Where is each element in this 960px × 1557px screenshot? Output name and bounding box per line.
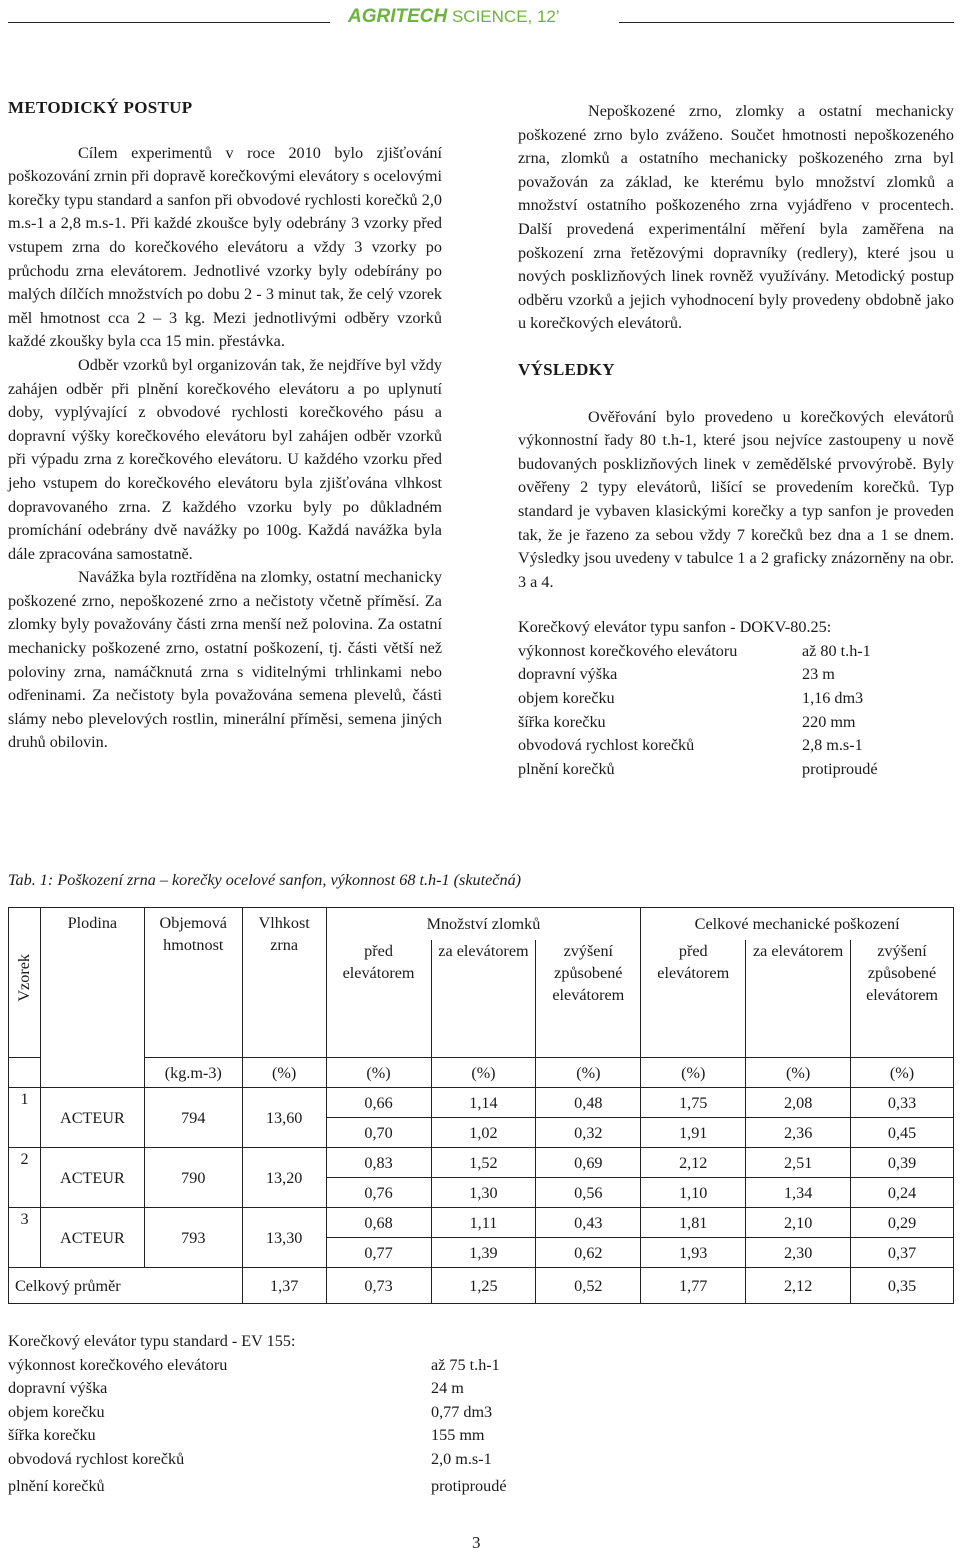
spec-key: výkonnost korečkového elevátoru <box>8 1355 228 1374</box>
spec-key: obvodová rychlost korečků <box>518 736 695 755</box>
value-cell: 0,83 <box>326 1148 431 1178</box>
value-cell: 1,30 <box>431 1178 536 1208</box>
header-vzorek: Vzorek <box>9 908 41 1058</box>
value-cell: 0,76 <box>326 1178 431 1208</box>
spec-row <box>8 1401 608 1425</box>
spec-row <box>518 687 954 711</box>
value-cell: 0,62 <box>536 1238 641 1268</box>
journal-issue: SCIENCE, 12’ <box>447 7 560 26</box>
subheader-zvyseni: zvýšení způsobené elevátorem <box>536 940 641 1058</box>
value-cell: 0,33 <box>851 1088 954 1118</box>
density-cell: 794 <box>144 1088 242 1148</box>
value-cell: 1,14 <box>431 1088 536 1118</box>
total-value: 1,77 <box>641 1268 746 1304</box>
spec-value: protiproudé <box>431 1476 507 1495</box>
value-cell: 2,08 <box>746 1088 851 1118</box>
spec-key: výkonnost korečkového elevátoru <box>518 641 738 660</box>
header-vlhkost: Vlhkost zrna <box>242 908 326 1058</box>
total-value: 1,37 <box>242 1268 326 1304</box>
value-cell: 0,48 <box>536 1088 641 1118</box>
sample-number: 1 <box>9 1088 41 1148</box>
value-cell: 0,24 <box>851 1178 954 1208</box>
units-cell: (%) <box>242 1058 326 1088</box>
spec-value: 220 mm <box>802 712 856 731</box>
sample-number: 2 <box>9 1148 41 1208</box>
units-cell: (kg.m-3) <box>144 1058 242 1088</box>
value-cell: 1,91 <box>641 1118 746 1148</box>
subheader-pred: před elevátorem <box>326 940 431 1058</box>
value-cell: 0,29 <box>851 1208 954 1238</box>
paragraph: Cílem experimentů v roce 2010 bylo zjišťování poškozování zrnin při dopravě korečkovými elevátory s ocelovými korečky typu standard a sanfon při obvodové rychlosti korečků 2,0 m.s-1 a 2,8 m.s-1. Při každé zkoušce byly odebrány 3 vzorky před vstupem zrna do korečkového elevátoru a vždy 3 vzorky po průchodu zrna elevátorem. Jednotlivé vzorky byly odebírány po malých dílčích množstvích po dobu 2 - 3 minut tak, že celý vzorek měl hmotnost cca 2 – 3 kg. Mezi jednotlivými odběry vzorků každé zkoušky byla cca 15 min. přestávka. <box>8 143 442 351</box>
subheader-za: za elevátorem <box>746 940 851 1058</box>
value-cell: 1,10 <box>641 1178 746 1208</box>
crop-cell: ACTEUR <box>40 1208 144 1268</box>
moisture-cell: 13,30 <box>242 1208 326 1268</box>
units-cell <box>40 1058 144 1088</box>
value-cell: 2,36 <box>746 1118 851 1148</box>
value-cell: 1,39 <box>431 1238 536 1268</box>
value-cell: 1,75 <box>641 1088 746 1118</box>
value-cell: 2,51 <box>746 1148 851 1178</box>
spec-key: dopravní výška <box>518 665 618 684</box>
total-value: 0,52 <box>536 1268 641 1304</box>
table-row <box>9 1208 954 1238</box>
spec-value: 2,0 m.s-1 <box>431 1449 492 1468</box>
spec-list-standard <box>8 1330 608 1498</box>
total-row <box>9 1268 954 1304</box>
value-cell: 1,81 <box>641 1208 746 1238</box>
header-rule-left <box>8 22 330 23</box>
left-column <box>8 96 442 755</box>
header-rule-right <box>619 22 954 23</box>
spec-row <box>8 1448 608 1472</box>
paragraph: Nepoškozené zrno, zlomky a ostatní mechanicky poškozené zrno bylo zváženo. Součet hmotnosti nepoškozeného zrna, zlomků a ostatního mechanicky poškozeného zrna byl považován za základ, ke kterému bylo množství zlomků a množství ostatního poškozeného zrna vyjádřeno v procentech. Další provedená experimentální měření byla zaměřena na poškození zrna řetězovými dopravníky (redlery), které jsou u nových posklizňových linek rovněž využívány. Metodický postup odběru vzorků a jejich vyhodnocení byly provedeny obdobně jako u korečkových elevátorů. <box>518 102 954 333</box>
density-cell: 793 <box>144 1208 242 1268</box>
value-cell: 1,93 <box>641 1238 746 1268</box>
header-plodina: Plodina <box>40 908 144 1058</box>
value-cell: 0,66 <box>326 1088 431 1118</box>
value-cell: 1,02 <box>431 1118 536 1148</box>
value-cell: 1,52 <box>431 1148 536 1178</box>
units-cell: (%) <box>641 1058 746 1088</box>
spec-row <box>518 711 954 735</box>
spec-key: objem korečku <box>8 1402 105 1421</box>
spec-list-sanfon <box>518 640 954 782</box>
total-value: 1,25 <box>431 1268 536 1304</box>
value-cell: 2,12 <box>641 1148 746 1178</box>
value-cell: 0,77 <box>326 1238 431 1268</box>
spec-value: 2,8 m.s-1 <box>802 736 863 755</box>
total-value: 0,35 <box>851 1268 954 1304</box>
units-cell: (%) <box>431 1058 536 1088</box>
units-cell <box>9 1058 41 1088</box>
journal-title <box>348 6 560 28</box>
value-cell: 2,30 <box>746 1238 851 1268</box>
value-cell: 0,37 <box>851 1238 954 1268</box>
spec-row <box>518 663 954 687</box>
value-cell: 1,11 <box>431 1208 536 1238</box>
units-cell: (%) <box>746 1058 851 1088</box>
moisture-cell: 13,60 <box>242 1088 326 1148</box>
spec-value: 155 mm <box>431 1426 485 1445</box>
spec-key: šířka korečku <box>8 1426 96 1445</box>
right-column <box>518 100 954 781</box>
spec-title-sanfon: Korečkový elevátor typu sanfon - DOKV-80.25: <box>518 618 832 637</box>
spec-row <box>8 1354 608 1378</box>
subheader-pred: před elevátorem <box>641 940 746 1058</box>
value-cell: 2,10 <box>746 1208 851 1238</box>
spec-row <box>518 758 954 782</box>
table-row <box>9 1148 954 1178</box>
density-cell: 790 <box>144 1148 242 1208</box>
table-header-row <box>9 908 954 940</box>
total-value: 2,12 <box>746 1268 851 1304</box>
header-zlomky: Množství zlomků <box>326 908 641 940</box>
sample-number: 3 <box>9 1208 41 1268</box>
header-celkove: Celkové mechanické poškození <box>641 908 954 940</box>
damage-table <box>8 907 954 1304</box>
spec-value: 23 m <box>802 665 835 684</box>
value-cell: 0,45 <box>851 1118 954 1148</box>
units-row <box>9 1058 954 1088</box>
spec-title-standard: Korečkový elevátor typu standard - EV 155: <box>8 1332 296 1350</box>
units-cell: (%) <box>536 1058 641 1088</box>
spec-value: 1,16 dm3 <box>802 689 864 708</box>
spec-value: až 80 t.h-1 <box>802 641 871 660</box>
section-heading-results: VÝSLEDKY <box>518 359 615 379</box>
value-cell: 1,34 <box>746 1178 851 1208</box>
table-caption: Tab. 1: Poškození zrna – korečky ocelové sanfon, výkonnost 68 t.h-1 (skutečná) <box>8 871 522 889</box>
units-cell: (%) <box>851 1058 954 1088</box>
journal-brand: AGRITECH <box>348 6 448 27</box>
paragraph: Odběr vzorků byl organizován tak, že nejdříve byl vždy zahájen odběr při plnění korečkového elevátoru a po uplynutí doby, vyplývající z obvodové rychlosti korečkového pásu a dopravní výšky korečkového elevátoru byl zahájen odběr vzorků při výpadu zrna z korečkového elevátoru. U každého vzorku před jeho vstupem do korečkového elevátoru byla zjišťována vlhkost dopravovaného zrna. Z každého vzorku byly po důkladném promíchání odebrány dvě navážky po 100g. Každá navážka byla dále zpracována samostatně. <box>8 355 442 563</box>
units-cell: (%) <box>326 1058 431 1088</box>
spec-value: protiproudé <box>802 759 878 778</box>
table-row <box>9 1088 954 1118</box>
spec-row <box>518 640 954 664</box>
spec-value: 0,77 dm3 <box>431 1402 493 1421</box>
value-cell: 0,70 <box>326 1118 431 1148</box>
spec-row <box>8 1475 608 1499</box>
total-value: 0,73 <box>326 1268 431 1304</box>
value-cell: 0,43 <box>536 1208 641 1238</box>
total-label: Celkový průměr <box>9 1268 243 1304</box>
crop-cell: ACTEUR <box>40 1148 144 1208</box>
spec-key: obvodová rychlost korečků <box>8 1449 185 1468</box>
spec-key: plnění korečků <box>8 1476 105 1495</box>
subheader-zvyseni: zvýšení způsobené elevátorem <box>851 940 954 1058</box>
header-objem: Objemová hmotnost <box>144 908 242 1058</box>
crop-cell: ACTEUR <box>40 1088 144 1148</box>
page-number: 3 <box>472 1533 481 1552</box>
section-heading-method: METODICKÝ POSTUP <box>8 98 193 117</box>
spec-key: objem korečku <box>518 689 615 708</box>
spec-key: plnění korečků <box>518 759 615 778</box>
moisture-cell: 13,20 <box>242 1148 326 1208</box>
value-cell: 0,32 <box>536 1118 641 1148</box>
paragraph: Navážka byla roztříděna na zlomky, ostatní mechanicky poškozené zrno, nepoškozené zrno a nečistoty včetně příměsí. Za zlomky byly považovány části zrna menší než polovina. Za ostatní mechanicky poškozené zrno, ostatní poškození, tj. části větší než poloviny zrna, namáčknutá zrna s viditelnými trhlinkami nebo odřeninami. Za nečistoty byla považována semena plevelů, části slámy nebo plevelových rostlin, minerální příměsi, semena jiných druhů obilovin. <box>8 568 442 752</box>
value-cell: 0,69 <box>536 1148 641 1178</box>
spec-row <box>518 734 954 758</box>
value-cell: 0,56 <box>536 1178 641 1208</box>
value-cell: 0,39 <box>851 1148 954 1178</box>
spec-row <box>8 1424 608 1448</box>
subheader-za: za elevátorem <box>431 940 536 1058</box>
spec-value: až 75 t.h-1 <box>431 1355 500 1374</box>
spec-row <box>8 1377 608 1401</box>
spec-key: šířka korečku <box>518 712 606 731</box>
paragraph: Ověřování bylo provedeno u korečkových elevátorů výkonnostní řady 80 t.h-1, které jsou nejvíce zastoupeny u nově budovaných posklizňových linek v zemědělské prvovýrobě. Byly ověřeny 2 typy elevátorů, lišící se provedením korečků. Typ standard je vybaven klasickými korečky a typ sanfon je proveden tak, že je řazeno za sebou vždy 7 korečků bez dna a 1 se dnem. Výsledky jsou uvedeny v tabulce 1 a 2 graficky znázorněny na obr. 3 a 4. <box>518 407 954 591</box>
spec-value: 24 m <box>431 1379 464 1398</box>
running-header <box>8 4 954 32</box>
spec-key: dopravní výška <box>8 1379 108 1398</box>
value-cell: 0,68 <box>326 1208 431 1238</box>
